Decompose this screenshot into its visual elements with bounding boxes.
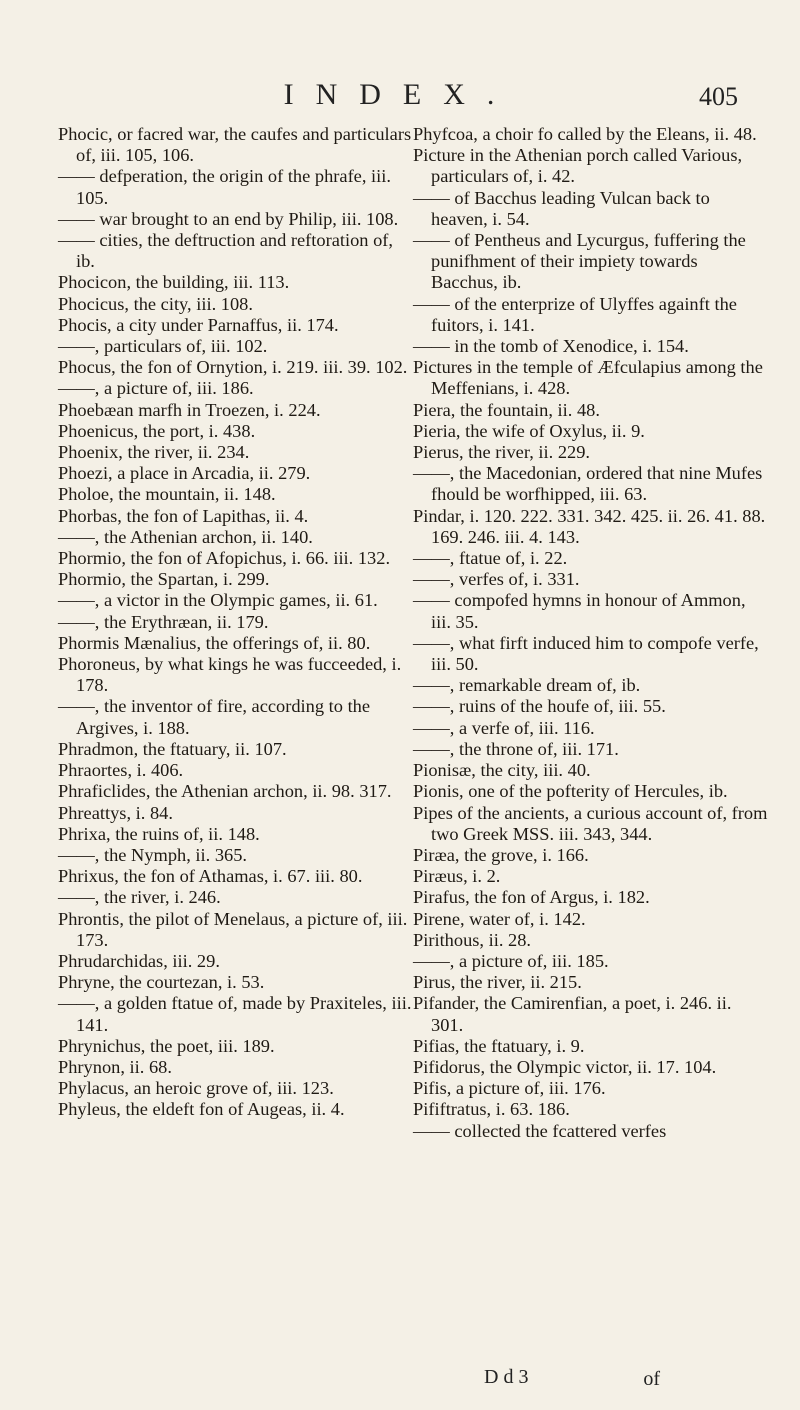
index-entry: Phocis, a city under Parnaffus, ii. 174. [58, 314, 339, 335]
index-entry: Pirafus, the fon of Argus, i. 182. [413, 887, 650, 908]
index-entry: Phylacus, an heroic grove of, iii. 123. [58, 1078, 334, 1099]
index-entry: Piræus, i. 2. [413, 866, 501, 887]
index-entry: Phryne, the courtezan, i. 53. [58, 972, 265, 993]
signature-mark: D d 3 [484, 1366, 529, 1388]
index-entry: Pierus, the river, ii. 229. [413, 442, 591, 463]
index-entry: Phoenicus, the port, i. 438. [58, 420, 256, 441]
index-entry: Piera, the fountain, ii. 48. [413, 399, 600, 420]
index-entry: Pirithous, ii. 28. [413, 929, 532, 950]
index-entry: ——, the river, i. 246. [58, 887, 221, 908]
index-entry: Phoroneus, by what kings he was fucceeded, i. 178. [58, 654, 402, 696]
index-column-left [58, 124, 413, 1121]
index-entry: Phoezi, a place in Arcadia, ii. 279. [58, 463, 311, 484]
index-entry: Pholoe, the mountain, ii. 148. [58, 484, 276, 505]
index-entry: Phraortes, i. 406. [58, 760, 184, 781]
index-entry: ——, a picture of, iii. 185. [413, 950, 609, 971]
index-entry: Phrontis, the pilot of Menelaus, a picture of, iii. 173. [58, 908, 408, 950]
index-entry: Pififtratus, i. 63. 186. [413, 1099, 570, 1120]
index-entry: ——, a verfe of, iii. 116. [413, 717, 595, 738]
index-entry: ——, verfes of, i. 331. [413, 569, 580, 590]
index-entry: Pifidorus, the Olympic victor, ii. 17. 104. [413, 1056, 717, 1077]
index-entry: ——, ruins of the houfe of, iii. 55. [413, 696, 666, 717]
index-entry: Phocicus, the city, iii. 108. [58, 293, 253, 314]
index-entry: Phormio, the fon of Afopichus, i. 66. iii. 132. [58, 548, 391, 569]
index-entry: Picture in the Athenian porch called Various, particulars of, i. 42. [413, 145, 743, 187]
index-entry: Phocicon, the building, iii. 113. [58, 272, 290, 293]
index-entry: ——, the Macedonian, ordered that nine Mufes fhould be worfhipped, iii. 63. [413, 463, 763, 505]
index-entry: Phocus, the fon of Ornytion, i. 219. iii. 39. 102. [58, 357, 408, 378]
index-entry: Pindar, i. 120. 222. 331. 342. 425. ii. 26. 41. 88. 169. 246. iii. 4. 143. [413, 505, 766, 547]
index-entry: Phocic, or facred war, the caufes and particulars of, iii. 105, 106. [58, 124, 412, 166]
index-entry: ——, the inventor of fire, according to the Argives, i. 188. [58, 696, 371, 738]
index-entry: Pipes of the ancients, a curious account of, from two Greek MSS. iii. 343, 344. [413, 802, 768, 844]
index-entry: Pieria, the wife of Oxylus, ii. 9. [413, 420, 645, 441]
index-entry: Phraficlides, the Athenian archon, ii. 98. 317. [58, 781, 392, 802]
index-entry: ——, what firft induced him to compofe verfe, iii. 50. [413, 632, 759, 675]
index-entry: Phreattys, i. 84. [58, 802, 173, 823]
index-entry: Phrixa, the ruins of, ii. 148. [58, 823, 260, 844]
index-entry: ——, the Erythræan, ii. 179. [58, 611, 269, 632]
index-entry: —— in the tomb of Xenodice, i. 154. [413, 336, 689, 357]
index-entry: Pifias, the ftatuary, i. 9. [413, 1035, 585, 1056]
index-entry: —— cities, the deftruction and reftoration of, ib. [58, 230, 394, 272]
index-entry: ——, particulars of, iii. 102. [58, 336, 268, 357]
index-entry: Pionisæ, the city, iii. 40. [413, 760, 591, 781]
index-entry: Pifis, a picture of, iii. 176. [413, 1078, 606, 1099]
index-entry: —— of the enterprize of Ulyffes againft the fuitors, i. 141. [413, 293, 737, 335]
page-title: INDEX. [283, 78, 517, 111]
index-entry: Pirus, the river, ii. 215. [413, 972, 582, 993]
index-entry: Phormis Mænalius, the offerings of, ii. 80. [58, 632, 371, 653]
index-entry: Phrixus, the fon of Athamas, i. 67. iii. 80. [58, 866, 363, 887]
index-entry: ——, a picture of, iii. 186. [58, 378, 254, 399]
index-entry: Pionis, one of the pofterity of Hercules, ib. [413, 781, 728, 802]
index-entry: —— defperation, the origin of the phrafe, iii. 105. [58, 166, 391, 208]
index-entry: ——, a victor in the Olympic games, ii. 61. [58, 590, 378, 611]
index-entry: —— compofed hymns in honour of Ammon, iii. 35. [413, 590, 746, 632]
index-column-right [413, 124, 768, 1142]
index-entry: —— of Pentheus and Lycurgus, fuffering the punifhment of their impiety towards Bacchus, ib. [413, 230, 746, 293]
index-entry: Phyfcoa, a choir fo called by the Eleans, ii. 48. [413, 124, 757, 144]
index-entry: Phoebæan marfh in Troezen, i. 224. [58, 399, 321, 420]
index-entry: Phorbas, the fon of Lapithas, ii. 4. [58, 505, 309, 526]
index-entry: Phrynon, ii. 68. [58, 1056, 172, 1077]
index-entry: —— collected the fcattered verfes [413, 1120, 667, 1141]
catchword: of [643, 1368, 660, 1390]
index-entry: Pifander, the Camirenfian, a poet, i. 246. ii. 301. [413, 993, 732, 1035]
index-entry: ——, the Nymph, ii. 365. [58, 844, 248, 865]
index-entry: Pirene, water of, i. 142. [413, 908, 586, 929]
index-entry: ——, a golden ftatue of, made by Praxiteles, iii. 141. [58, 993, 412, 1035]
index-entry: ——, ftatue of, i. 22. [413, 548, 568, 569]
page-number: 405 [699, 82, 738, 111]
index-entry: ——, remarkable dream of, ib. [413, 675, 641, 696]
index-entry: Piræa, the grove, i. 166. [413, 844, 589, 865]
index-entry: Phyleus, the eldeft fon of Augeas, ii. 4. [58, 1099, 345, 1120]
index-entry: Phrudarchidas, iii. 29. [58, 950, 220, 971]
index-entry: Phradmon, the ftatuary, ii. 107. [58, 738, 287, 759]
index-entry: ——, the Athenian archon, ii. 140. [58, 526, 313, 547]
index-entry: Phoenix, the river, ii. 234. [58, 442, 250, 463]
index-entry: Pictures in the temple of Æfculapius among the Meffenians, i. 428. [413, 357, 763, 399]
index-entry: —— war brought to an end by Philip, iii. 108. [58, 208, 399, 229]
index-entry: ——, the throne of, iii. 171. [413, 738, 619, 759]
index-entry: —— of Bacchus leading Vulcan back to heaven, i. 54. [413, 187, 710, 229]
index-entry: Phrynichus, the poet, iii. 189. [58, 1035, 275, 1056]
index-entry: Phormio, the Spartan, i. 299. [58, 569, 270, 590]
